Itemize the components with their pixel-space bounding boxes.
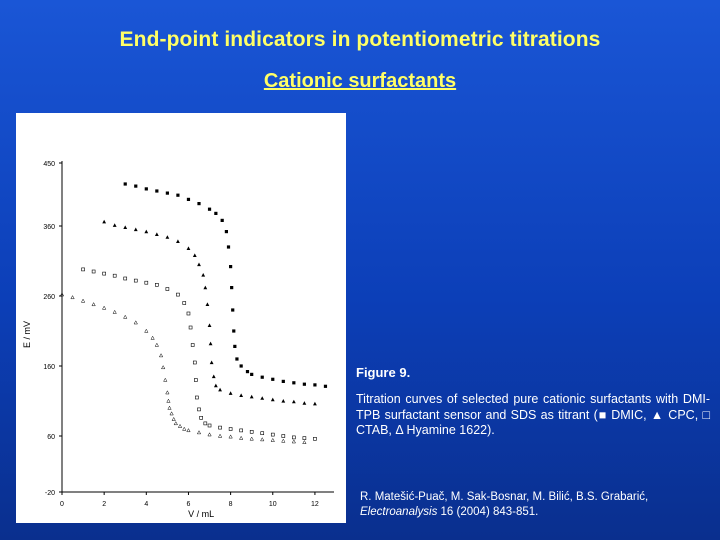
data-point-cpc xyxy=(239,393,243,397)
data-point-ctab xyxy=(187,312,190,315)
reference-citation xyxy=(360,505,712,520)
data-point-cpc xyxy=(281,399,285,403)
y-tick-label: 260 xyxy=(43,294,55,301)
data-point-dmic xyxy=(271,378,274,381)
data-point-ctab xyxy=(145,281,148,284)
data-point-ctab xyxy=(282,435,285,438)
data-point-ctab xyxy=(124,277,127,280)
figure-panel xyxy=(16,113,346,523)
data-point-dmic xyxy=(240,364,243,367)
data-point-dmic xyxy=(124,182,127,185)
data-point-hyamine-1622 xyxy=(159,354,162,357)
data-point-dmic xyxy=(155,189,158,192)
data-point-dmic xyxy=(250,373,253,376)
data-point-cpc xyxy=(206,302,210,306)
data-point-cpc xyxy=(212,375,216,379)
data-point-ctab xyxy=(198,408,201,411)
data-point-hyamine-1622 xyxy=(155,343,158,346)
data-point-cpc xyxy=(218,388,222,392)
x-tick-label: 6 xyxy=(186,501,191,508)
data-point-dmic xyxy=(303,383,306,386)
figure-label: Figure 9. xyxy=(356,365,411,380)
x-tick-label: 4 xyxy=(144,501,149,508)
data-point-dmic xyxy=(232,329,235,332)
data-point-ctab xyxy=(250,430,253,433)
x-tick-label: 12 xyxy=(311,501,319,508)
data-point-ctab xyxy=(208,424,211,427)
data-point-dmic xyxy=(227,245,230,248)
data-point-hyamine-1622 xyxy=(124,315,127,318)
data-point-hyamine-1622 xyxy=(151,336,154,339)
data-point-hyamine-1622 xyxy=(187,429,190,432)
y-tick-label: 450 xyxy=(43,161,55,168)
reference-details: 16 (2004) 843-851. xyxy=(437,506,539,518)
data-point-cpc xyxy=(302,401,306,405)
y-tick-label: 360 xyxy=(43,224,55,231)
data-point-dmic xyxy=(324,385,327,388)
data-point-ctab xyxy=(261,432,264,435)
data-point-cpc xyxy=(134,228,138,232)
x-tick-label: 0 xyxy=(60,501,64,508)
y-tick-label: 160 xyxy=(43,364,55,371)
data-point-dmic xyxy=(282,380,285,383)
data-point-hyamine-1622 xyxy=(303,441,306,444)
data-point-ctab xyxy=(113,274,116,277)
figure-caption xyxy=(356,365,710,439)
data-point-hyamine-1622 xyxy=(166,391,169,394)
data-point-cpc xyxy=(201,273,205,277)
data-point-ctab xyxy=(219,426,222,429)
data-point-cpc xyxy=(209,342,213,346)
data-point-cpc xyxy=(260,396,264,400)
data-point-ctab xyxy=(189,326,192,329)
data-point-ctab xyxy=(155,283,158,286)
data-point-hyamine-1622 xyxy=(161,366,164,369)
data-point-hyamine-1622 xyxy=(292,440,295,443)
data-point-hyamine-1622 xyxy=(172,417,175,420)
data-point-hyamine-1622 xyxy=(102,306,105,309)
data-point-ctab xyxy=(194,379,197,382)
data-point-ctab xyxy=(183,302,186,305)
reference-authors: R. Matešić-Puač, M. Sak-Bosnar, M. Bilić, B.S. Grabarić, xyxy=(360,491,649,503)
data-point-cpc xyxy=(187,246,191,250)
data-point-dmic xyxy=(233,345,236,348)
data-point-dmic xyxy=(176,194,179,197)
data-point-ctab xyxy=(240,429,243,432)
data-point-dmic xyxy=(292,381,295,384)
data-point-hyamine-1622 xyxy=(134,321,137,324)
data-point-ctab xyxy=(271,433,274,436)
data-point-dmic xyxy=(235,357,238,360)
data-point-cpc xyxy=(197,263,201,267)
data-point-ctab xyxy=(134,279,137,282)
data-point-ctab xyxy=(176,293,179,296)
data-point-cpc xyxy=(113,223,117,227)
data-point-cpc xyxy=(123,225,127,229)
data-point-hyamine-1622 xyxy=(145,329,148,332)
data-point-cpc xyxy=(229,391,233,395)
data-point-cpc xyxy=(165,235,169,239)
data-point-hyamine-1622 xyxy=(178,424,181,427)
y-axis-label: E / mV xyxy=(22,320,32,349)
slide-subtitle xyxy=(0,70,720,93)
data-point-dmic xyxy=(221,219,224,222)
x-tick-label: 10 xyxy=(268,501,277,508)
data-point-dmic xyxy=(187,198,190,201)
data-point-hyamine-1622 xyxy=(92,303,95,306)
data-point-dmic xyxy=(134,185,137,188)
y-tick-label: 60 xyxy=(47,434,55,441)
data-point-cpc xyxy=(250,395,254,399)
data-point-hyamine-1622 xyxy=(282,439,285,442)
data-point-dmic xyxy=(166,192,169,195)
data-point-hyamine-1622 xyxy=(113,310,116,313)
data-point-ctab xyxy=(193,361,196,364)
data-point-ctab xyxy=(103,272,106,275)
data-point-cpc xyxy=(155,232,159,236)
data-point-ctab xyxy=(200,416,203,419)
reference-journal: Electroanalysis xyxy=(360,506,438,518)
data-point-hyamine-1622 xyxy=(167,399,170,402)
x-axis-label: V / mL xyxy=(188,509,215,519)
data-point-cpc xyxy=(144,230,148,234)
slide-subtitle-text: Cationic surfactants xyxy=(263,70,457,92)
data-point-dmic xyxy=(229,265,232,268)
data-point-hyamine-1622 xyxy=(183,427,186,430)
data-point-dmic xyxy=(214,212,217,215)
data-point-hyamine-1622 xyxy=(174,422,177,425)
data-point-hyamine-1622 xyxy=(168,406,171,409)
figure-caption-text: Titration curves of selected pure cationic surfactants with DMI-TPB surfactant sensor and SDS as titrant (■ DMIC, ▲ CPC, □ CTAB, Δ Hyamine 1622). xyxy=(356,392,710,437)
data-point-hyamine-1622 xyxy=(71,296,74,299)
x-tick-label: 2 xyxy=(102,501,107,508)
data-point-dmic xyxy=(208,208,211,211)
data-point-dmic xyxy=(246,370,249,373)
data-point-cpc xyxy=(292,400,296,404)
data-point-dmic xyxy=(261,376,264,379)
data-point-hyamine-1622 xyxy=(271,438,274,441)
data-point-ctab xyxy=(191,344,194,347)
data-point-hyamine-1622 xyxy=(208,433,211,436)
data-point-dmic xyxy=(145,187,148,190)
data-point-ctab xyxy=(229,428,232,431)
data-point-cpc xyxy=(102,220,106,224)
data-point-ctab xyxy=(313,437,316,440)
data-point-cpc xyxy=(210,361,214,365)
data-point-dmic xyxy=(230,286,233,289)
reference xyxy=(360,490,712,520)
data-point-hyamine-1622 xyxy=(81,299,84,302)
data-point-hyamine-1622 xyxy=(164,378,167,381)
data-point-hyamine-1622 xyxy=(218,434,221,437)
data-point-cpc xyxy=(203,286,207,290)
slide-title: End-point indicators in potentiometric titrations xyxy=(119,28,601,51)
data-point-cpc xyxy=(208,323,212,327)
data-point-ctab xyxy=(92,270,95,273)
data-point-dmic xyxy=(197,202,200,205)
titration-chart xyxy=(16,113,346,523)
data-point-ctab xyxy=(292,436,295,439)
y-tick-label: -20 xyxy=(44,490,55,497)
data-point-cpc xyxy=(271,398,275,402)
data-point-hyamine-1622 xyxy=(261,438,264,441)
data-point-hyamine-1622 xyxy=(250,437,253,440)
data-point-ctab xyxy=(303,437,306,440)
data-point-ctab xyxy=(82,268,85,271)
data-point-ctab xyxy=(195,396,198,399)
data-point-dmic xyxy=(231,308,234,311)
data-point-dmic xyxy=(313,383,316,386)
data-point-dmic xyxy=(225,230,228,233)
data-point-cpc xyxy=(214,384,218,388)
data-point-hyamine-1622 xyxy=(239,436,242,439)
data-point-cpc xyxy=(176,239,180,243)
data-point-cpc xyxy=(193,253,197,257)
data-point-hyamine-1622 xyxy=(197,431,200,434)
data-point-hyamine-1622 xyxy=(229,435,232,438)
x-tick-label: 8 xyxy=(228,501,233,508)
data-point-ctab xyxy=(204,422,207,425)
data-point-cpc xyxy=(313,402,317,406)
data-point-ctab xyxy=(166,288,169,291)
data-point-hyamine-1622 xyxy=(170,412,173,415)
